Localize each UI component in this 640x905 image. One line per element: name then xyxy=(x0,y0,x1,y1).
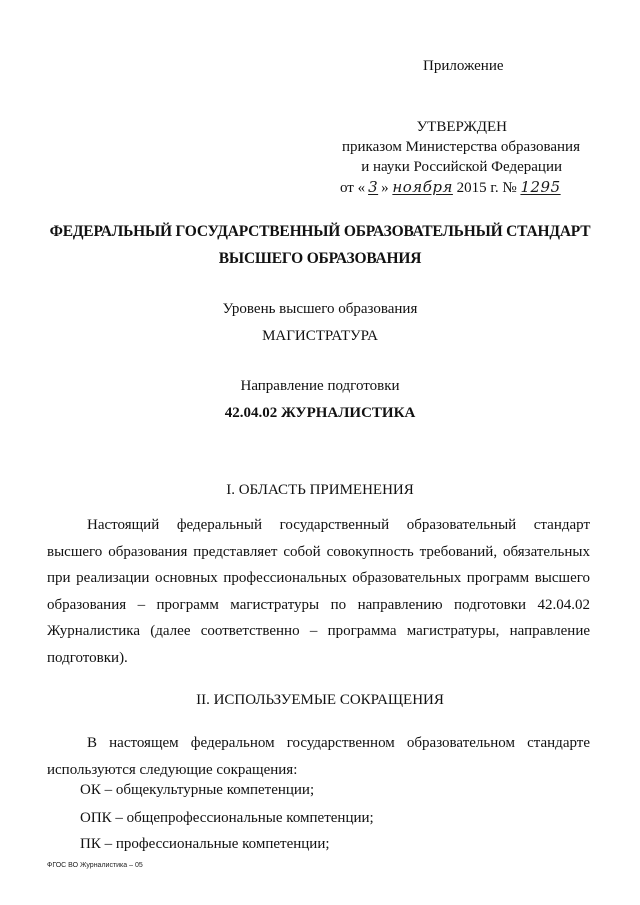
title-line-1: ФЕДЕРАЛЬНЫЙ ГОСУДАРСТВЕННЫЙ ОБРАЗОВАТЕЛЬНЫЙ СТАНДАРТ xyxy=(49,223,591,240)
approval-block xyxy=(330,117,580,198)
date-prefix: от « xyxy=(340,180,366,196)
handwritten-order-number: 1295 xyxy=(520,178,561,196)
training-direction-label: Направление подготовки xyxy=(240,378,400,394)
section-2-paragraph: В настоящем федеральном государственном образовательном стандарте используются следующие сокращения: xyxy=(47,735,590,778)
approval-heading: УТВЕРЖДЕН xyxy=(416,119,507,135)
section-1-heading: I. ОБЛАСТЬ ПРИМЕНЕНИЯ xyxy=(226,482,414,498)
handwritten-month: ноября xyxy=(392,178,453,196)
education-level-value: МАГИСТРАТУРА xyxy=(262,328,378,344)
abbreviation-item: ОК – общекультурные компетенции; xyxy=(80,782,315,798)
training-direction-value: 42.04.02 ЖУРНАЛИСТИКА xyxy=(224,405,416,421)
date-year: 2015 г. № xyxy=(456,180,517,196)
approval-line-science: и науки Российской Федерации xyxy=(361,159,562,175)
abbreviation-item: ПК – профессиональные компетенции; xyxy=(80,836,330,852)
education-level xyxy=(40,296,600,350)
approval-line-ministry: приказом Министерства образования xyxy=(342,139,580,155)
title-line-2: ВЫСШЕГО ОБРАЗОВАНИЯ xyxy=(218,250,422,267)
handwritten-day: 3 xyxy=(368,178,379,196)
training-direction xyxy=(40,373,600,427)
abbreviation-item: ОПК – общепрофессиональные компетенции; xyxy=(80,810,374,826)
education-level-label: Уровень высшего образования xyxy=(222,301,418,317)
page-footer: ФГОС ВО Журналистика – 05 xyxy=(47,862,143,869)
date-mid: » xyxy=(381,180,389,196)
approval-date-line xyxy=(330,177,580,198)
section-1-paragraph: Настоящий федеральный государственный образовательный стандарт высшего образования представляет собой совокупность требований, обязательных при реализации основных профессиональных образовательных программ высшего образования – программ магистратуры по направлению подготовки 42.04.02 Журналистика (далее соответственно – программа магистратуры, направление подготовки). xyxy=(47,517,590,666)
section-2-heading: II. ИСПОЛЬЗУЕМЫЕ СОКРАЩЕНИЯ xyxy=(196,692,444,708)
document-title xyxy=(40,218,600,272)
annex-label: Приложение xyxy=(423,58,504,74)
